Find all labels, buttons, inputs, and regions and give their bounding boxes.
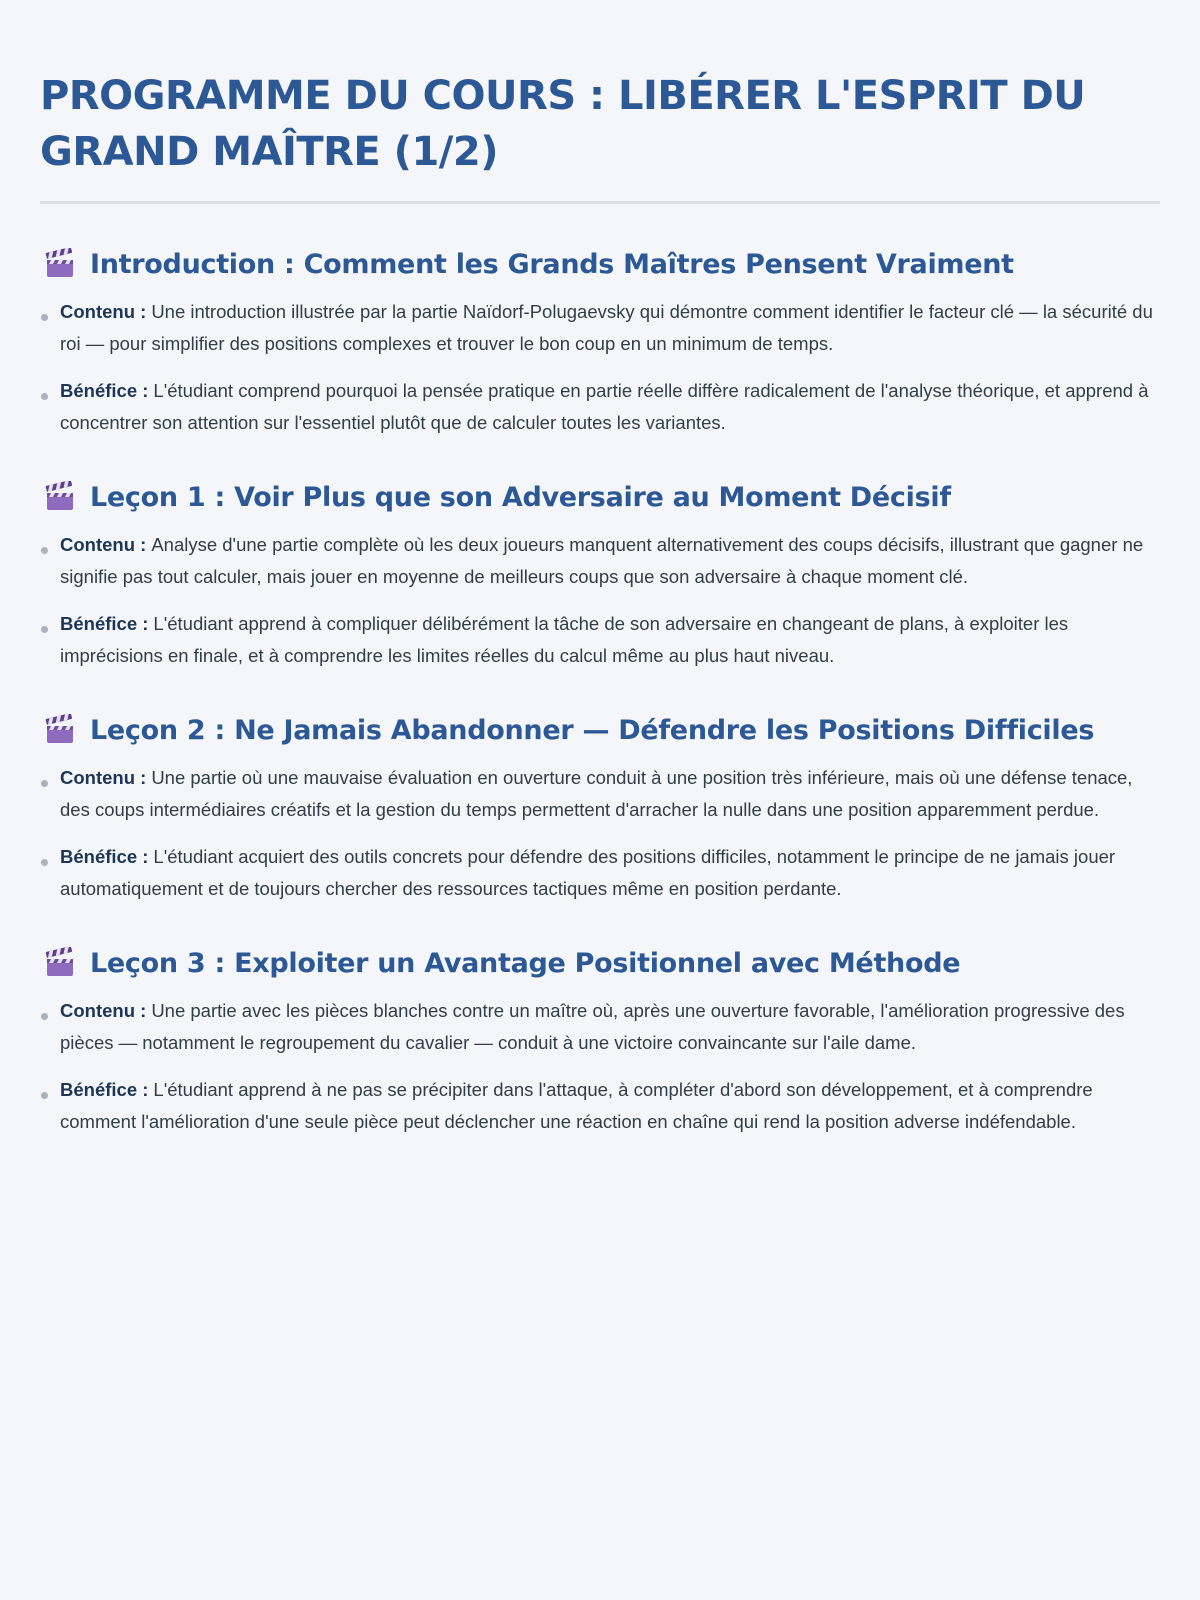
item-label: Bénéfice : bbox=[60, 1079, 149, 1100]
item-label: Contenu : bbox=[60, 767, 147, 788]
section-title: Introduction : Comment les Grands Maîtres Pensent Vraiment bbox=[90, 248, 1014, 280]
item-label: Bénéfice : bbox=[60, 613, 149, 634]
item-text: L'étudiant comprend pourquoi la pensée pratique en partie réelle diffère radicalement de l'analyse théorique, et apprend à concentrer son attention sur l'essentiel plutôt que de calculer toutes les variantes. bbox=[60, 380, 1149, 433]
section-lesson-3 bbox=[40, 945, 1160, 1138]
item-text: L'étudiant acquiert des outils concrets pour défendre des positions difficiles, notamment le principe de ne jamais jouer automatiquement et de toujours chercher des ressources tactiques même en position perdante. bbox=[60, 846, 1116, 899]
clapper-board-icon bbox=[44, 714, 76, 746]
bullet-dot bbox=[41, 626, 48, 633]
bullet-dot bbox=[41, 393, 48, 400]
item-label: Contenu : bbox=[60, 534, 147, 555]
section-lesson-2 bbox=[40, 712, 1160, 905]
bullet-dot bbox=[41, 1092, 48, 1099]
item-text: L'étudiant apprend à ne pas se précipiter dans l'attaque, à compléter d'abord son développement, et à comprendre comment l'amélioration d'une seule pièce peut déclencher une réaction en chaîne qui rend la position adverse indéfendable. bbox=[60, 1079, 1093, 1132]
page-title: PROGRAMME DU COURS : LIBÉRER L'ESPRIT DU GRAND MAÎTRE (1/2) bbox=[40, 73, 1086, 175]
section-heading bbox=[40, 712, 1160, 748]
item-label: Bénéfice : bbox=[60, 846, 149, 867]
section-item-list bbox=[40, 529, 1160, 672]
list-item-benefit bbox=[40, 1074, 1160, 1138]
item-label: Contenu : bbox=[60, 1000, 147, 1021]
list-item-benefit bbox=[40, 841, 1160, 905]
section-heading bbox=[40, 945, 1160, 981]
bullet-dot bbox=[41, 314, 48, 321]
list-item-content bbox=[40, 296, 1160, 360]
list-item-benefit bbox=[40, 608, 1160, 672]
item-text: Une partie avec les pièces blanches contre un maître où, après une ouverture favorable, l'amélioration progressive des pièces — notamment le regroupement du cavalier — conduit à une victoire convaincante sur l'aile dame. bbox=[60, 1000, 1125, 1053]
clapper-board-icon bbox=[44, 248, 76, 280]
list-item-benefit bbox=[40, 375, 1160, 439]
bullet-dot bbox=[41, 780, 48, 787]
item-label: Contenu : bbox=[60, 301, 147, 322]
item-text: Une introduction illustrée par la partie Naïdorf-Polugaevsky qui démontre comment identifier le facteur clé — la sécurité du roi — pour simplifier des positions complexes et trouver le bon coup en un minimum de temps. bbox=[60, 301, 1153, 354]
section-item-list bbox=[40, 762, 1160, 905]
list-item-content bbox=[40, 762, 1160, 826]
section-title: Leçon 3 : Exploiter un Avantage Positionnel avec Méthode bbox=[90, 947, 961, 979]
section-title: Leçon 1 : Voir Plus que son Adversaire au Moment Décisif bbox=[90, 481, 951, 513]
bullet-dot bbox=[41, 1013, 48, 1020]
section-item-list bbox=[40, 995, 1160, 1138]
list-item-content bbox=[40, 995, 1160, 1059]
section-introduction bbox=[40, 246, 1160, 439]
item-text: L'étudiant apprend à compliquer délibérément la tâche de son adversaire en changeant de plans, à exploiter les imprécisions en finale, et à comprendre les limites réelles du calcul même au plus haut niveau. bbox=[60, 613, 1069, 666]
section-item-list bbox=[40, 296, 1160, 439]
bullet-dot bbox=[41, 547, 48, 554]
section-title: Leçon 2 : Ne Jamais Abandonner — Défendre les Positions Difficiles bbox=[90, 714, 1095, 746]
section-heading bbox=[40, 479, 1160, 515]
section-heading bbox=[40, 246, 1160, 282]
item-text: Une partie où une mauvaise évaluation en ouverture conduit à une position très inférieure, mais où une défense tenace, des coups intermédiaires créatifs et la gestion du temps permettent d'arracher la nulle dans une position apparemment perdue. bbox=[60, 767, 1133, 820]
title-divider bbox=[40, 201, 1160, 204]
list-item-content bbox=[40, 529, 1160, 593]
clapper-board-icon bbox=[44, 481, 76, 513]
clapper-board-icon bbox=[44, 947, 76, 979]
item-text: Analyse d'une partie complète où les deux joueurs manquent alternativement des coups décisifs, illustrant que gagner ne signifie pas tout calculer, mais jouer en moyenne de meilleurs coups que son adversaire à chaque moment clé. bbox=[60, 534, 1144, 587]
section-lesson-1 bbox=[40, 479, 1160, 672]
item-label: Bénéfice : bbox=[60, 380, 149, 401]
bullet-dot bbox=[41, 859, 48, 866]
